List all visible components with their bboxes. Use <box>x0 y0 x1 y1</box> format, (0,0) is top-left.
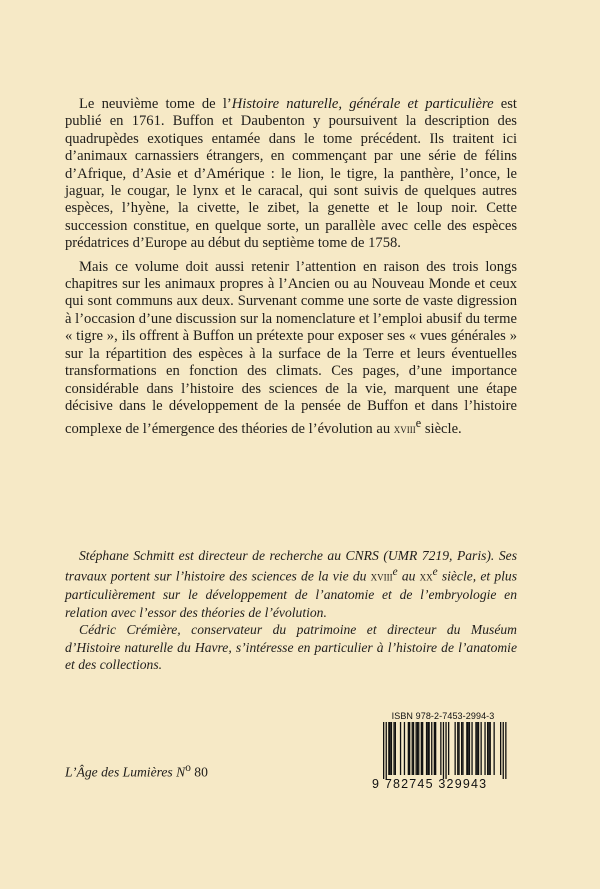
barcode-bar <box>471 722 472 775</box>
barcode-bar <box>490 722 491 775</box>
barcode-bar <box>435 722 436 775</box>
barcode-bar <box>409 722 410 775</box>
paragraph-2: Mais ce volume doit aussi retenir l’attention en raison des trois longs chapitres sur les animaux propres à l’Ancien ou au Nouveau Monde et ceux qui sont communs aux deux. Survenant comme une sorte de vaste digression à l’occasion d’une discussion sur la nomenclature et l’emploi abusif du terme « tigre », ils offrent à Buffon un prétexte pour exposer ses « vues générales » sur la répartition des espèces à la surface de la Terre et leurs éventuelles transformations en fonction des climats. Ces pages, d’une importance considérable dans l’histoire des sciences de la vie, marquent une étape décisive dans le développement de la pensée de Buffon et dans l’histoire complexe de l’émergence des théories de l’évolution au xviii$^e$ siècle. <box>65 258 517 438</box>
barcode-bar <box>487 722 488 775</box>
bio-cremiere: Cédric Crémière, conservateur du patrimoine et directeur du Muséum d’Histoire naturelle du Havre, s’intéresse en particulier à l’histoire de l’anatomie et des collections. <box>65 622 517 672</box>
barcode-bar <box>393 722 394 775</box>
book-title: Histoire naturelle, générale et particulière <box>231 96 494 112</box>
barcode-bar <box>503 722 504 779</box>
barcode-bar <box>427 722 428 775</box>
barcode-bar <box>466 722 467 775</box>
barcode-bar <box>494 722 495 775</box>
barcode-bar <box>455 722 456 775</box>
barcode-bar <box>426 722 427 775</box>
barcode-bar <box>400 722 401 775</box>
barcode-bar <box>481 722 482 775</box>
barcode-bar <box>421 722 422 775</box>
barcode-bar <box>418 722 419 775</box>
barcode-bar <box>477 722 478 775</box>
bio-schmitt: Stéphane Schmitt est directeur de recherche au CNRS (UMR 7219, Paris). Ses travaux portent sur l’histoire des sciences de la vie du xviii$^e$ au $xx^e$ siècle, et plus particulièrement sur le développement de l’anatomie et de l’embryologie en relation avec l’essor des théories de l’évolution. <box>65 548 518 620</box>
barcode-bar <box>422 722 423 775</box>
isbn-label: ISBN 978-2-7453-2994-3 <box>391 711 495 721</box>
barcode-bar <box>443 722 444 779</box>
barcode-bar <box>445 722 446 779</box>
barcode-bar <box>412 722 413 775</box>
barcode-bar <box>484 722 485 775</box>
barcode-bar <box>434 722 435 775</box>
barcode-bar <box>390 722 391 775</box>
barcode-bar <box>469 722 470 775</box>
collection-name: L’Âge des Lumières $N^o$ 80 <box>65 762 208 780</box>
authors-bio <box>65 547 517 673</box>
paragraph-1: Le neuvième tome de l’Histoire naturelle, générale et particulière est publié en 1761. Buffon et Daubenton y poursuivent la description des quadrupèdes exotiques entamée dans le tome précédent. Ils traitent ici d’animaux carnassiers étrangers, en commençant par une série de félins d’Afrique, d’Asie et d’Amérique : le lion, le tigre, la panthère, l’once, le jaguar, le cougar, le lynx et le caracal, qui sont suivis de quelques autres espèces, l’hyène, la civette, le zibet, la genette et le loup noir. Cette succession constitue, en quelque sorte, un parallèle avec celle des espèces prédatrices d’Europe au début du septième tome de 1758. <box>65 96 517 252</box>
barcode-bar <box>383 722 384 779</box>
barcode-bar <box>488 722 489 775</box>
barcode-bar <box>461 722 462 775</box>
barcode-bar <box>457 722 458 775</box>
barcode-bar <box>500 722 501 775</box>
barcode <box>372 711 514 794</box>
barcode-bar <box>391 722 392 775</box>
barcode-bar <box>431 722 432 775</box>
barcode-bar <box>388 722 389 775</box>
barcode-bar <box>386 722 387 779</box>
barcode-bar <box>429 722 430 775</box>
barcode-bar <box>478 722 479 775</box>
barcode-bars <box>372 722 514 780</box>
barcode-bar <box>458 722 459 775</box>
description-text <box>65 96 517 445</box>
barcode-bar <box>475 722 476 775</box>
barcode-bar <box>395 722 396 775</box>
barcode-bar <box>404 722 405 775</box>
barcode-digits: 9 782745 329943 <box>372 777 488 791</box>
barcode-bar <box>413 722 414 775</box>
barcode-bar <box>417 722 418 775</box>
barcode-bar <box>462 722 463 775</box>
barcode-bar <box>448 722 449 775</box>
barcode-bar <box>416 722 417 775</box>
barcode-bar <box>505 722 506 779</box>
barcode-bar <box>468 722 469 775</box>
barcode-bar <box>408 722 409 775</box>
barcode-bar <box>440 722 441 775</box>
